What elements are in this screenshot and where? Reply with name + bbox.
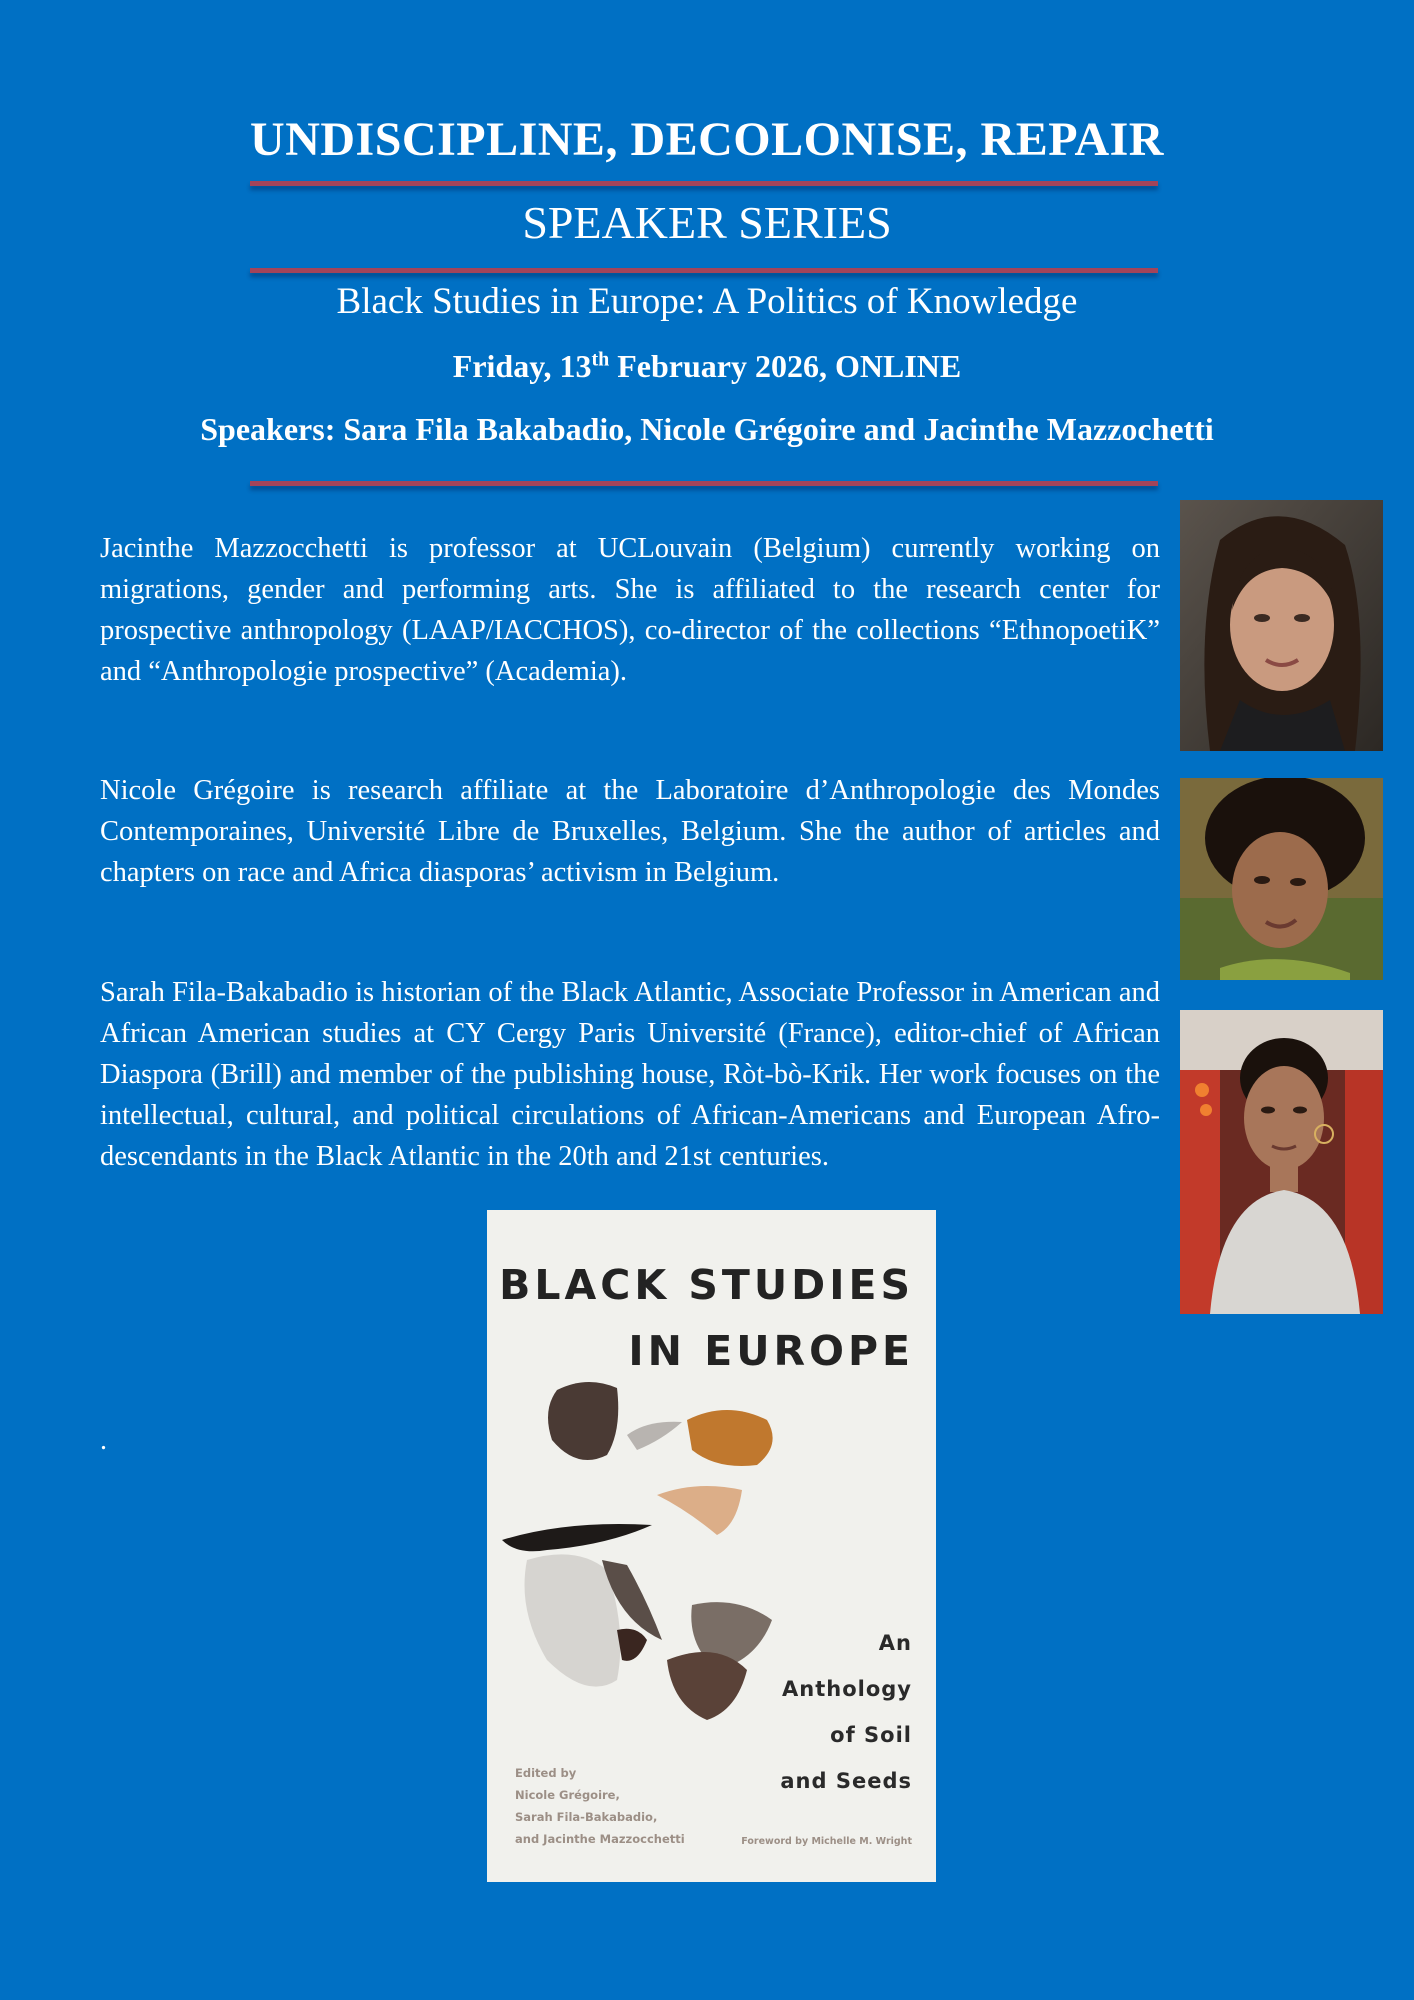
bio-mazzocchetti: Jacinthe Mazzocchetti is professor at UCLouvain (Belgium) currently working on migrations, gender and performing arts. She is affiliated to the research center for prospective anthropology (LAAP/IACCHOS), co-director of the collections “EthnopoetiK” and “Anthropologie prospective” (Academia). <box>100 533 1160 687</box>
series-subtitle: SPEAKER SERIES <box>522 197 892 248</box>
book-editors-line: Nicole Grégoire, <box>515 1788 620 1802</box>
portrait-fila-bakabadio <box>1180 1010 1383 1314</box>
book-editors-line: Edited by <box>515 1766 577 1780</box>
book-subtitle-line: An <box>878 1631 912 1655</box>
date-suffix: February 2026, ONLINE <box>609 348 962 384</box>
series-title: UNDISCIPLINE, DECOLONISE, REPAIR <box>250 113 1164 166</box>
book-editors-line: and Jacinthe Mazzocchetti <box>515 1832 685 1846</box>
divider-rule <box>250 481 1158 486</box>
bio-gregoire: Nicole Grégoire is research affiliate at the Laboratoire d’Anthropologie des Mondes Contemporaines, Université Libre de Bruxelles, Belgium. She the author of articles and chapters on race and Africa diasporas’ activism in Belgium. <box>100 775 1160 888</box>
book-foreword: Foreword by Michelle M. Wright <box>741 1836 912 1847</box>
portrait-gregoire <box>1180 778 1383 980</box>
date-prefix: Friday, 13 <box>452 348 592 384</box>
book-title-line: IN EUROPE <box>628 1327 914 1375</box>
divider-rule <box>250 181 1158 186</box>
event-topic: Black Studies in Europe: A Politics of Knowledge <box>336 281 1078 322</box>
book-subtitle-line: and Seeds <box>780 1769 912 1793</box>
book-subtitle <box>780 1620 912 1804</box>
book-editors-line: Sarah Fila-Bakabadio, <box>515 1810 658 1824</box>
event-date <box>0 348 1414 385</box>
book-cover <box>487 1210 936 1882</box>
book-title-line: BLACK STUDIES <box>499 1261 914 1309</box>
book-editors <box>515 1762 685 1850</box>
speakers-line: Speakers: Sara Fila Bakabadio, Nicole Grégoire and Jacinthe Mazzochetti <box>200 411 1214 447</box>
date-ordinal: th <box>591 348 610 371</box>
portrait-mazzocchetti <box>1180 500 1383 751</box>
book-subtitle-line: Anthology <box>782 1677 912 1701</box>
book-subtitle-line: of Soil <box>830 1723 912 1747</box>
book-title <box>499 1252 914 1384</box>
stray-dot: . <box>100 1425 107 1456</box>
bio-fila-bakabadio: Sarah Fila-Bakabadio is historian of the Black Atlantic, Associate Professor in American and African American studies at CY Cergy Paris Université (France), editor-chief of African Diaspora (Brill) and member of the publishing house, Ròt-bò-Krik. Her work focuses on the intellectual, cultural, and political circulations of African-Americans and European Afro-descendants in the Black Atlantic in the 20th and 21st centuries. <box>100 977 1160 1172</box>
divider-rule <box>250 268 1158 273</box>
